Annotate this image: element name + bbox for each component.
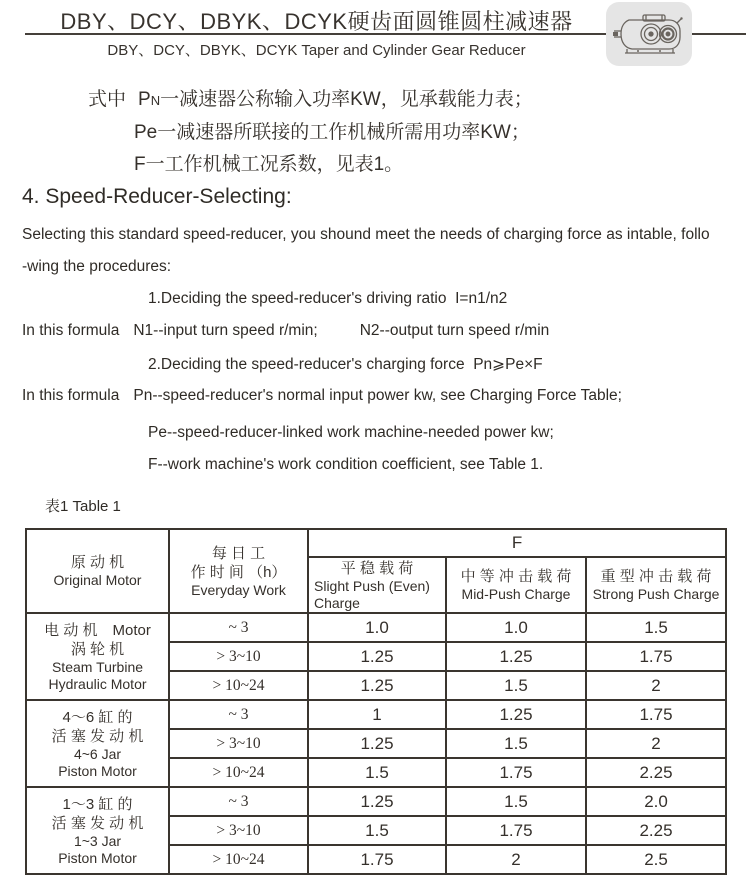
section-heading: 4. Speed-Reducer-Selecting: [22,185,292,208]
f-value: 2.25 [586,816,726,845]
f-value: 1.5 [308,816,446,845]
f-value: 1.0 [446,613,586,642]
intro-line-1: Selecting this standard speed-reducer, you shound meet the needs of charging force as intable, follo [22,226,710,243]
f-value: 1.5 [446,671,586,700]
table-row [26,613,726,642]
f-value: 1 [308,700,446,729]
f-value: 1.5 [446,729,586,758]
note-line-pn: 式中 PN一减速器公称输入功率KW，见承载能力表； [88,89,533,110]
hours-cell: ~ 3 [169,700,308,729]
table-row [26,700,726,729]
note-line-pe: Pe一减速器所联接的工作机械所需用功率KW； [134,122,530,143]
motor-cell-electric: 电 动 机 Motor 涡 轮 机 Steam Turbine Hydraulic Motor [26,613,169,700]
header-slight-push: 平 稳 载 荷 Slight Push (Even) Charge [308,557,446,613]
f-value: 1.25 [308,787,446,816]
table-caption: 表1 Table 1 [45,498,121,515]
hours-cell: > 3~10 [169,729,308,758]
formula-notes [88,84,533,181]
f-value: 1.25 [446,700,586,729]
note-line-f: F一工作机械工况系数，见表1。 [134,154,404,175]
work-condition-table [25,528,727,875]
formula-2-pe: Pe--speed-reducer-linked work machine-needed power kw; [148,424,554,441]
f-value: 2 [586,729,726,758]
formula-2-pn: Pn--speed-reducer's normal input power kw, see Charging Force Table; [133,387,622,404]
page-title-en: DBY、DCY、DBYK、DCYK Taper and Cylinder Gear Reducer [107,42,526,59]
f-value: 1.5 [446,787,586,816]
header-original-motor: 原 动 机 Original Motor [26,529,169,613]
f-value: 2.5 [586,845,726,874]
header-strong-push: 重 型 冲 击 载 荷 Strong Push Charge [586,557,726,613]
formula-2-line [22,387,622,405]
header-mid-push: 中 等 冲 击 载 荷 Mid-Push Charge [446,557,586,613]
note-prefix: 式中 [88,89,127,110]
f-value: 1.25 [308,729,446,758]
hours-cell: ~ 3 [169,787,308,816]
header-f: F [308,529,726,557]
f-value: 2 [586,671,726,700]
motor-cell-1-3-jar: 1～3 缸 的 活 塞 发 动 机 1~3 Jar Piston Motor [26,787,169,874]
step-1: 1.Deciding the speed-reducer's driving ratio I=n1/n2 [148,290,508,307]
formula-2-label: In this formula [22,387,120,404]
f-value: 1.75 [586,700,726,729]
page-title-cn: DBY、DCY、DBYK、DCYK硬齿面圆锥圆柱减速器 [60,9,573,34]
f-value: 1.75 [586,642,726,671]
formula-1-n2: N2--output turn speed r/min [359,322,550,339]
hours-cell: ~ 3 [169,613,308,642]
intro-line-2: -wing the procedures: [22,258,172,275]
pn-subscript: N [150,93,161,108]
formula-2-f: F--work machine's work condition coefficient, see Table 1. [148,456,544,473]
step-2: 2.Deciding the speed-reducer's charging force Pn⩾Pe×F [148,356,543,373]
f-value: 1.75 [308,845,446,874]
hours-cell: > 10~24 [169,671,308,700]
f-value: 1.0 [308,613,446,642]
f-value: 1.25 [308,671,446,700]
formula-1-line [22,322,549,340]
hours-cell: > 3~10 [169,642,308,671]
gear-reducer-icon [606,2,692,66]
f-value: 2.0 [586,787,726,816]
f-value: 2 [446,845,586,874]
header-everyday-work: 每 日 工 作 时 间 （h） Everyday Work [169,529,308,613]
f-value: 1.5 [586,613,726,642]
formula-1-label: In this formula [22,322,120,339]
formula-1-n1: N1--input turn speed r/min; [133,322,318,339]
hours-cell: > 3~10 [169,816,308,845]
f-value: 1.25 [446,642,586,671]
f-value: 1.25 [308,642,446,671]
f-value: 1.75 [446,758,586,787]
table-row [26,787,726,816]
f-value: 2.25 [586,758,726,787]
hours-cell: > 10~24 [169,758,308,787]
f-value: 1.75 [446,816,586,845]
motor-cell-4-6-jar: 4～6 缸 的 活 塞 发 动 机 4~6 Jar Piston Motor [26,700,169,787]
hours-cell: > 10~24 [169,845,308,874]
f-value: 1.5 [308,758,446,787]
